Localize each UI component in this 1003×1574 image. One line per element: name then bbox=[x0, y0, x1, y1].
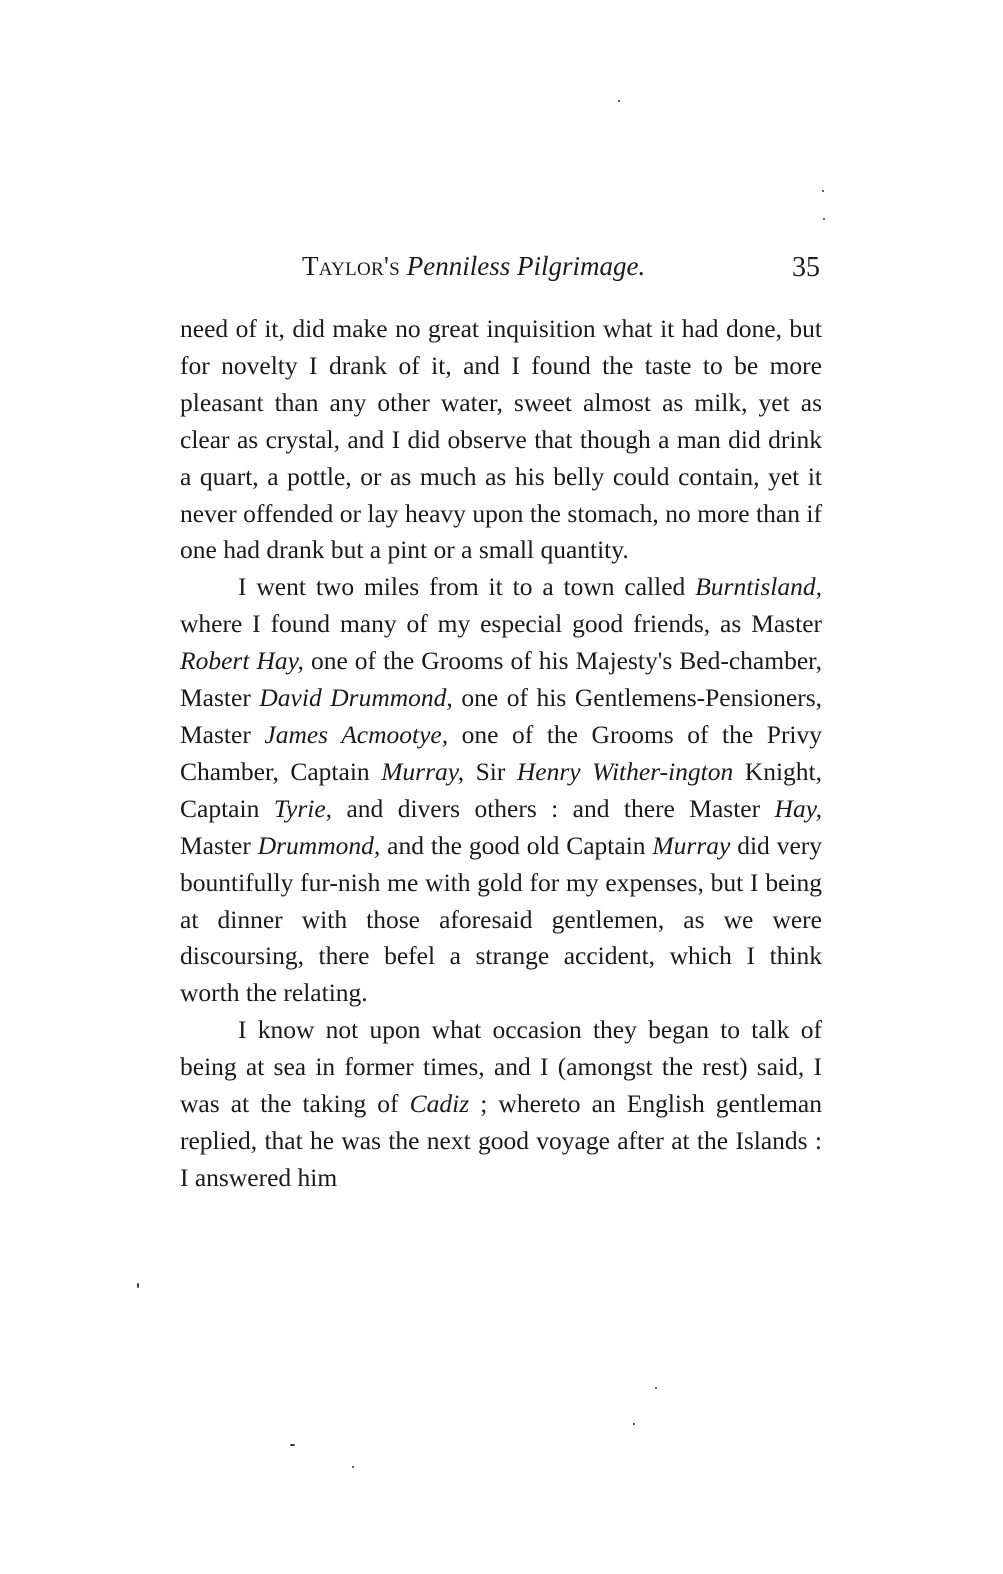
text-run: need of it, did make no great inquisition what it had done, but for novelty I drank of it, and I found the taste to be more pleasant than any other water, sweet almost as milk, yet as clear as crystal, and I did observe that though a man did drink a quart, a pottle, or as much as his belly could contain, yet it never offended or lay heavy upon the stomach, no more than if one had drank but a pint or a small quantity. bbox=[180, 314, 822, 565]
italic-name: Tyrie, bbox=[273, 793, 333, 823]
text-run: I went two miles from it to a town called bbox=[238, 572, 696, 602]
running-head bbox=[180, 246, 822, 286]
text-run: Knight, Captain bbox=[180, 756, 823, 823]
italic-name: Burntisland, bbox=[695, 572, 822, 602]
text-run: and the good old Captain bbox=[380, 830, 653, 860]
italic-name: Henry Wither-ington bbox=[516, 756, 734, 786]
text-run: Sir bbox=[464, 756, 517, 786]
running-head-title: Penniless Pilgrimage. bbox=[406, 251, 646, 281]
text-run: Master bbox=[180, 830, 258, 860]
italic-name: Hay, bbox=[774, 793, 822, 823]
italic-name: Drummond, bbox=[257, 830, 381, 860]
italic-name: Murray bbox=[652, 830, 731, 860]
scan-speck bbox=[655, 1387, 657, 1389]
paragraph bbox=[180, 569, 822, 1012]
scan-speck bbox=[352, 1466, 354, 1468]
text-run: ; whereto an English gentleman replied, that he was the next good voyage after at the Islands : I answered him bbox=[180, 1089, 822, 1192]
italic-name: James Acmootye, bbox=[264, 719, 449, 749]
running-title bbox=[302, 246, 645, 286]
page-number: 35 bbox=[792, 252, 820, 283]
text-run: I know not upon what occasion they began to talk of being at sea in former times, and I (amongst the rest) said, I was at the taking of bbox=[180, 1015, 822, 1119]
scan-speck bbox=[137, 1283, 139, 1288]
italic-name: Cadiz bbox=[409, 1089, 470, 1119]
text-run: one of his Gentlemens-Pensioners, Master bbox=[180, 683, 822, 749]
italic-name: Murray, bbox=[381, 756, 465, 786]
paragraph bbox=[180, 311, 822, 569]
text-run: and divers others : and there Master bbox=[332, 793, 775, 823]
running-head-author: Taylor's bbox=[302, 251, 401, 281]
text-run: one of the Grooms of his Majesty's Bed-chamber, Master bbox=[180, 646, 822, 713]
body-text bbox=[180, 311, 822, 1197]
text-run: where I found many of my especial good friends, as Master bbox=[180, 609, 822, 639]
scan-speck bbox=[823, 218, 825, 220]
scan-speck bbox=[822, 190, 824, 192]
italic-name: Robert Hay, bbox=[180, 646, 304, 676]
scan-speck bbox=[633, 1423, 635, 1425]
italic-name: David Drummond, bbox=[259, 683, 453, 713]
paragraph bbox=[180, 1012, 822, 1197]
scan-speck bbox=[290, 1444, 295, 1446]
scan-speck bbox=[618, 100, 620, 102]
text-run: did very bountifully fur-nish me with gold for my expenses, but I being at dinner with those aforesaid gentlemen, as we were discoursing, there befel a strange accident, which I think worth the relating. bbox=[180, 830, 823, 1008]
text-run: one of the Grooms of the Privy Chamber, Captain bbox=[180, 719, 823, 786]
